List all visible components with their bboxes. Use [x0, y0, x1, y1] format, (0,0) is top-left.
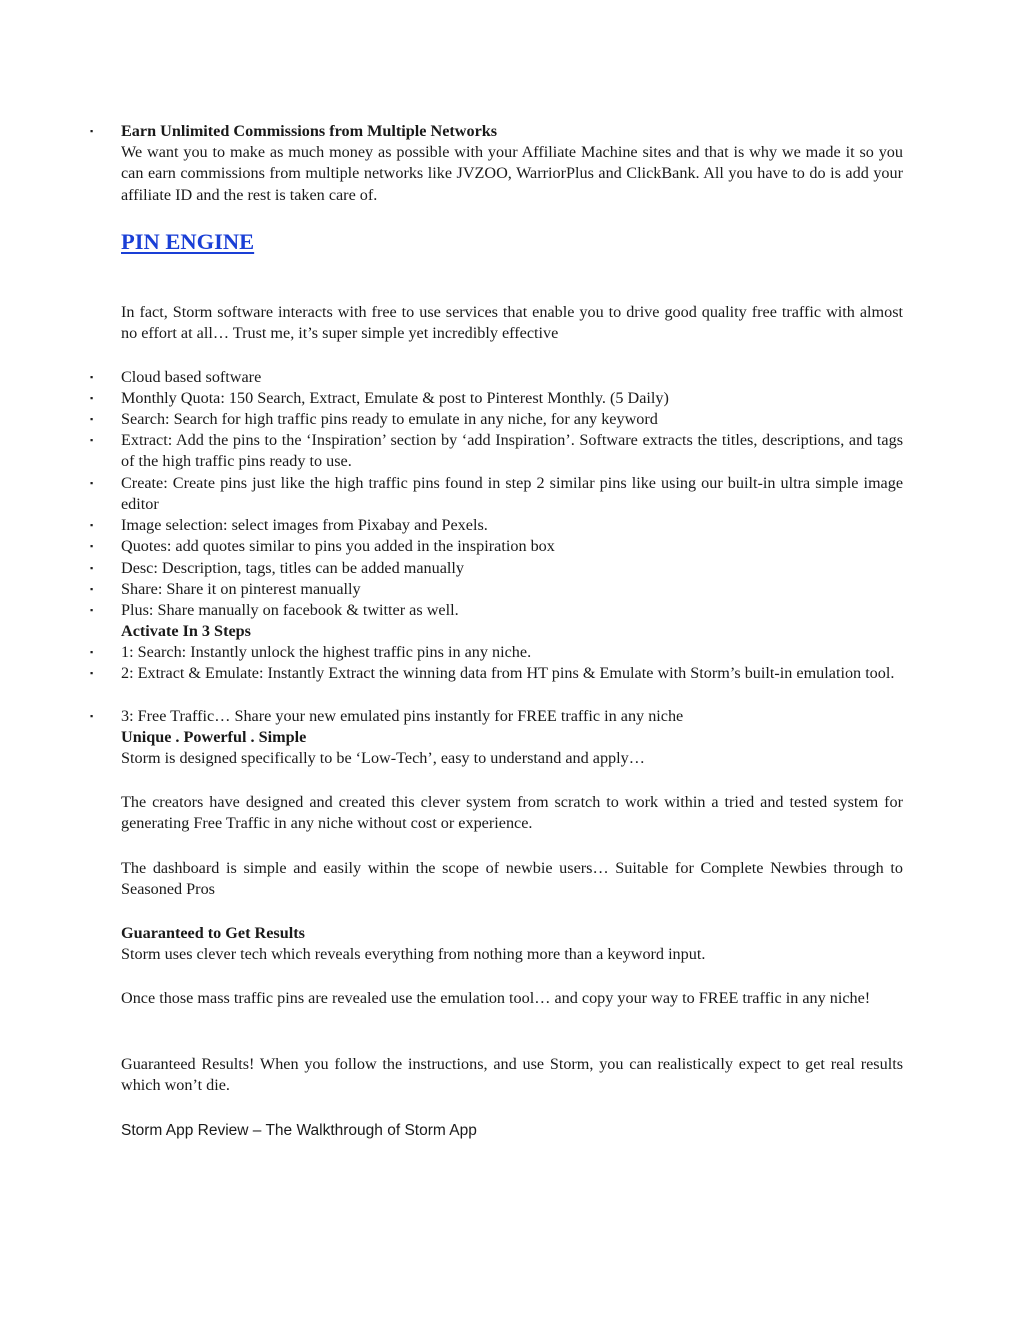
- dashboard-paragraph: The dashboard is simple and easily within the scope of newbie users… Suitable for Complete Newbies through to Seasoned Pros: [121, 859, 903, 899]
- list-item: Extract: Add the pins to the ‘Inspiration’ section by ‘add Inspiration’. Software extracts the titles, descriptions, and tags of the high traffic pins ready to use.: [121, 431, 903, 471]
- commissions-title: Earn Unlimited Commissions from Multiple Networks: [121, 122, 498, 140]
- commissions-section: [121, 121, 903, 206]
- bullet-marker: ▪: [90, 541, 94, 551]
- list-item: Cloud based software: [121, 368, 262, 386]
- unique-body: Storm is designed specifically to be ‘Low-Tech’, easy to understand and apply…: [121, 749, 645, 768]
- commissions-body: We want you to make as much money as possible with your Affiliate Machine sites and that is why we made it so you can earn commissions from multiple networks like JVZOO, WarriorPlus and ClickBank. All you have to do is add your affiliate ID and the rest is taken care of.: [121, 143, 903, 204]
- list-item: Share: Share it on pinterest manually: [121, 580, 361, 598]
- pin-engine-link[interactable]: PIN ENGINE: [121, 229, 255, 254]
- bullet-marker: ▪: [90, 647, 94, 657]
- list-item: Plus: Share manually on facebook & twitter as well.: [121, 601, 459, 619]
- list-item: 1: Search: Instantly unlock the highest traffic pins in any niche.: [121, 643, 532, 661]
- bullet-marker: ▪: [90, 605, 94, 615]
- bullet-marker: ▪: [90, 478, 94, 488]
- steps-title: Activate In 3 Steps: [121, 622, 251, 640]
- bullet-marker: ▪: [90, 372, 94, 382]
- list-item: Image selection: select images from Pixabay and Pexels.: [121, 516, 488, 534]
- bullet-marker: ▪: [90, 520, 94, 530]
- bullet-marker: ▪: [90, 711, 94, 721]
- guaranteed-body: Storm uses clever tech which reveals everything from nothing more than a keyword input.: [121, 945, 706, 964]
- list-item: Desc: Description, tags, titles can be added manually: [121, 559, 464, 577]
- list-item: Quotes: add quotes similar to pins you added in the inspiration box: [121, 537, 555, 555]
- list-item: Create: Create pins just like the high traffic pins found in step 2 similar pins like using our built-in ultra simple image editor: [121, 474, 903, 514]
- bullet-marker: ▪: [90, 126, 94, 136]
- intro-paragraph: In fact, Storm software interacts with free to use services that enable you to drive good quality free traffic with almost no effort at all… Trust me, it’s super simple yet incredibly effective: [121, 303, 903, 343]
- list-item: Search: Search for high traffic pins ready to emulate in any niche, for any keyword: [121, 410, 658, 428]
- bullet-marker: ▪: [90, 393, 94, 403]
- bullet-marker: ▪: [90, 584, 94, 594]
- list-item: 2: Extract & Emulate: Instantly Extract the winning data from HT pins & Emulate with Storm’s built-in emulation tool.: [121, 664, 895, 682]
- creators-paragraph: The creators have designed and created this clever system from scratch to work within a tried and tested system for generating Free Traffic in any niche without cost or experience.: [121, 793, 903, 833]
- list-item: Monthly Quota: 150 Search, Extract, Emulate & post to Pinterest Monthly. (5 Daily): [121, 389, 669, 407]
- emulation-paragraph: Once those mass traffic pins are revealed use the emulation tool… and copy your way to FREE traffic in any niche!: [121, 989, 871, 1007]
- bullet-marker: ▪: [90, 668, 94, 678]
- guaranteed-section: [121, 923, 903, 965]
- bullet-marker: ▪: [90, 414, 94, 424]
- unique-section: [121, 727, 903, 769]
- walkthrough-title: Storm App Review – The Walkthrough of Storm App: [121, 1122, 477, 1139]
- list-item: 3: Free Traffic… Share your new emulated pins instantly for FREE traffic in any niche: [121, 707, 684, 725]
- guaranteed-title: Guaranteed to Get Results: [121, 924, 305, 942]
- results-paragraph: Guaranteed Results! When you follow the instructions, and use Storm, you can realistically expect to get real results which won’t die.: [121, 1055, 903, 1095]
- unique-title: Unique . Powerful . Simple: [121, 728, 307, 746]
- bullet-marker: ▪: [90, 563, 94, 573]
- bullet-marker: ▪: [90, 435, 94, 445]
